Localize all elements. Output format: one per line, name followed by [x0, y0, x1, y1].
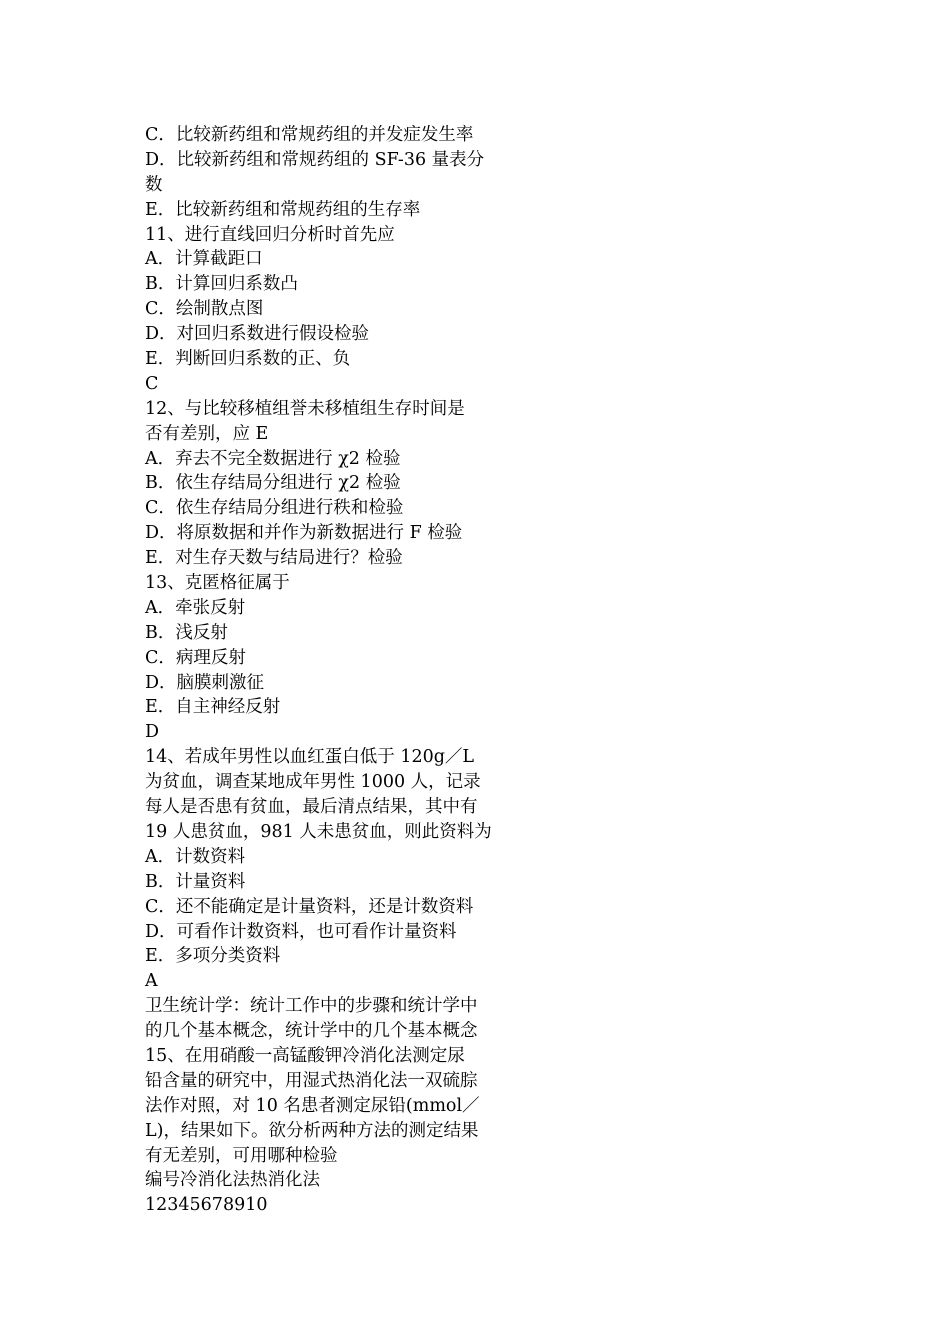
- option-line: E．自主神经反射: [145, 697, 281, 718]
- option-line: C．还不能确定是计量资料，还是计数资料: [145, 896, 474, 917]
- table-header-line: 编号冷消化法热消化法: [145, 1170, 320, 1191]
- option-line: C．比较新药组和常规药组的并发症发生率: [145, 125, 474, 145]
- section-note-continued: 的几个基本概念，统计学中的几个基本概念: [145, 1021, 478, 1042]
- question-15-continued: 有无差别，可用哪种检验: [145, 1145, 338, 1166]
- option-line: C．病理反射: [145, 647, 246, 668]
- option-line: B．浅反射: [145, 622, 228, 643]
- option-line: D．比较新药组和常规药组的 SF-36 量表分: [145, 149, 485, 170]
- question-12: 12、与比较移植组誉未移植组生存时间是: [145, 398, 465, 419]
- option-line: A．计数资料: [145, 846, 246, 867]
- option-line: A．牵张反射: [145, 597, 246, 618]
- option-line: D．脑膜刺激征: [145, 672, 265, 693]
- question-15-continued: 法作对照，对 10 名患者测定尿铅(mmol／: [145, 1095, 480, 1116]
- answer-line: A: [145, 971, 158, 992]
- option-line: D．对回归系数进行假设检验: [145, 324, 370, 345]
- option-line: C．依生存结局分组进行秩和检验: [145, 498, 404, 519]
- option-line: B．依生存结局分组进行 χ2 检验: [145, 473, 401, 494]
- question-14-continued: 每人是否患有贫血，最后清点结果，其中有: [145, 797, 478, 818]
- option-line: C．绘制散点图: [145, 299, 264, 320]
- question-14-continued: 19 人患贫血，981 人未患贫血，则此资料为: [145, 821, 492, 842]
- option-line: B．计量资料: [145, 871, 246, 892]
- option-line: D．可看作计数资料，也可看作计量资料: [145, 921, 457, 942]
- option-line: B．计算回归系数凸: [145, 274, 298, 295]
- question-15: 15、在用硝酸一高锰酸钾冷消化法测定尿: [145, 1045, 465, 1066]
- question-15-continued: L)，结果如下。欲分析两种方法的测定结果: [145, 1120, 479, 1141]
- answer-line: D: [145, 722, 160, 743]
- question-15-continued: 铅含量的研究中，用湿式热消化法一双硫腙: [145, 1070, 478, 1091]
- question-14: 14、若成年男性以血红蛋白低于 120g／L: [145, 747, 475, 768]
- question-13: 13、克匿格征属于: [145, 573, 290, 594]
- option-line: E．比较新药组和常规药组的生存率: [145, 199, 421, 220]
- question-12-continued: 否有差别，应 E: [145, 423, 269, 444]
- question-11: 11、进行直线回归分析时首先应: [145, 224, 395, 245]
- option-line: E．多项分类资料: [145, 946, 281, 967]
- table-row-line: 12345678910: [145, 1195, 268, 1216]
- option-line: E．对生存天数与结局进行？检验: [145, 548, 403, 569]
- option-line-continued: 数: [145, 174, 163, 195]
- document-text: [145, 123, 515, 1218]
- option-line: D．将原数据和并作为新数据进行 F 检验: [145, 523, 463, 544]
- answer-line: C: [145, 373, 159, 394]
- option-line: A．弃去不完全数据进行 χ2 检验: [145, 448, 401, 469]
- question-14-continued: 为贫血，调查某地成年男性 1000 人，记录: [145, 772, 481, 793]
- option-line: A．计算截距口: [145, 249, 263, 270]
- section-note: 卫生统计学：统计工作中的步骤和统计学中: [145, 996, 478, 1017]
- option-line: E．判断回归系数的正、负: [145, 349, 351, 370]
